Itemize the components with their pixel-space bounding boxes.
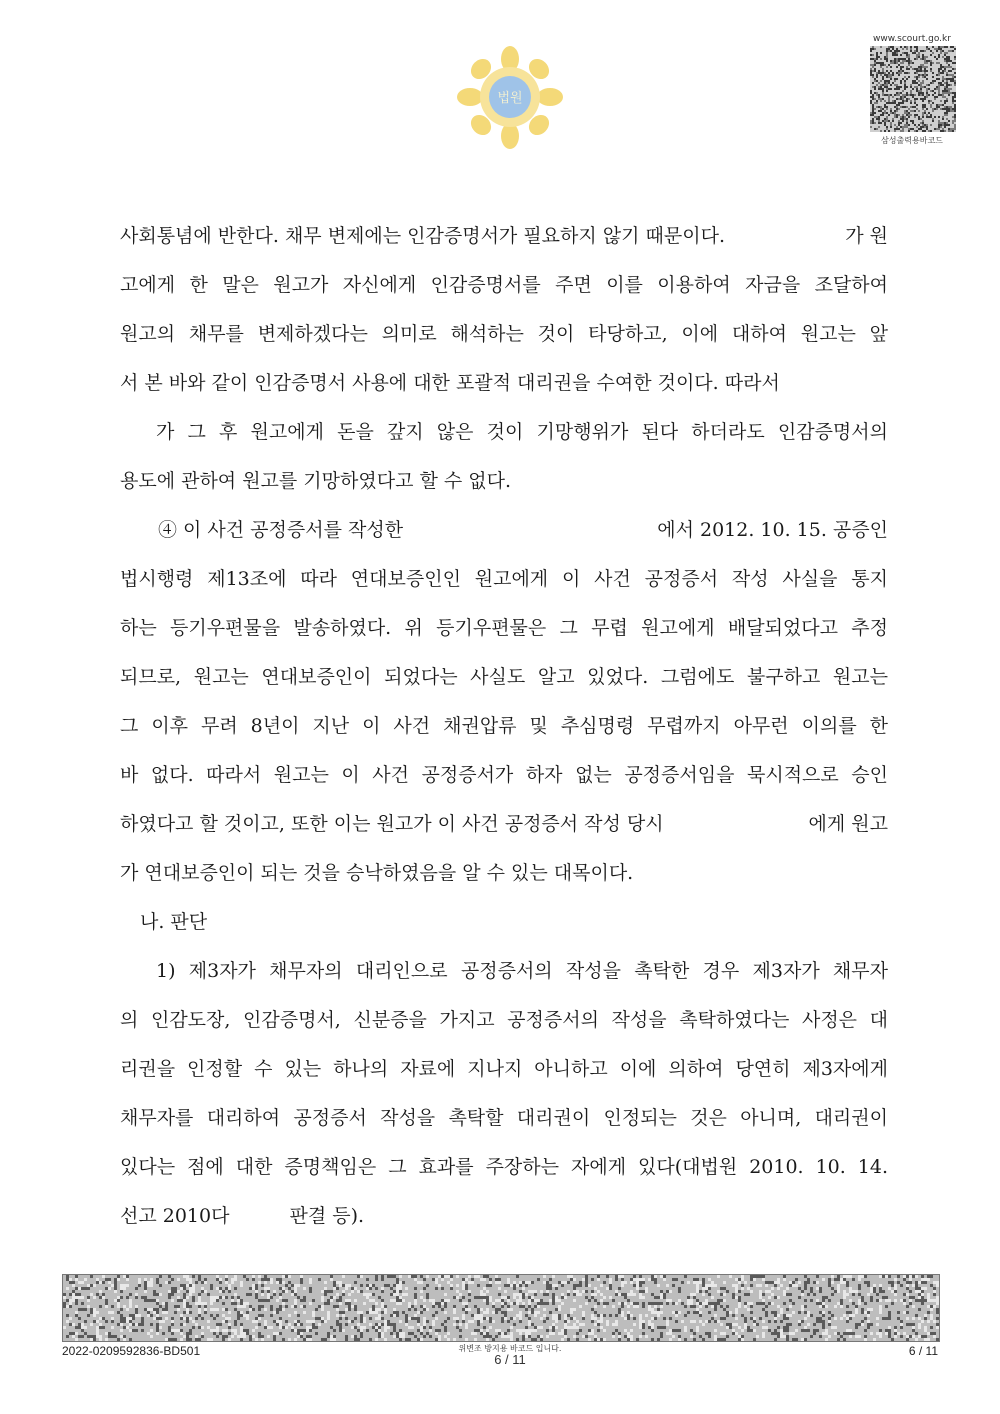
text-line: 하는 등기우편물을 발송하였다. 위 등기우편물은 그 무렵 원고에게 배달되었다고 추정 — [120, 617, 888, 639]
text-line: 하였다고 할 것이고, 또한 이는 원고가 이 사건 공정증서 작성 당시 에게 원고 — [120, 813, 888, 835]
text-line: 1) 제3자가 채무자의 대리인으로 공정증서의 작성을 촉탁한 경우 제3자가 채무자 — [156, 960, 888, 982]
document-body — [120, 212, 888, 1241]
text-line: 가 그 후 원고에게 돈을 갚지 않은 것이 기망행위가 된다 하더라도 인감증명서의 — [156, 421, 888, 443]
text-line: 법시행령 제13조에 따라 연대보증인인 원고에게 이 사건 공정증서 작성 사실을 통지 — [120, 568, 888, 590]
text-line: 선고 2010다 판결 등). — [120, 1205, 365, 1227]
text-line: 고에게 한 말은 원고가 자신에게 인감증명서를 주면 이를 이용하여 자금을 조달하여 — [120, 274, 888, 296]
text-line: 채무자를 대리하여 공정증서 작성을 촉탁할 대리권이 인정되는 것은 아니며, 대리권이 — [120, 1107, 888, 1129]
text-line: 가 연대보증인이 되는 것을 승낙하였음을 알 수 있는 대목이다. — [120, 862, 634, 884]
text-line: 바 없다. 따라서 원고는 이 사건 공정증서가 하자 없는 공정증서임을 묵시적으로 승인 — [120, 764, 888, 786]
anti-forgery-barcode — [62, 1274, 940, 1342]
qr-code-icon — [870, 46, 956, 132]
page-number-center: 6 / 11 — [494, 1352, 526, 1367]
page-number: 6 / 11 — [908, 1344, 938, 1358]
court-emblem-icon — [455, 45, 565, 150]
section-heading: 나. 판단 — [140, 911, 208, 933]
qr-label: 삼성출력용바코드 — [881, 136, 943, 145]
document-id: 2022-0209592836-BD501 — [62, 1344, 201, 1358]
qr-code-block — [862, 34, 962, 148]
text-line: 있다는 점에 대한 증명책임은 그 효과를 주장하는 자에게 있다(대법원 2010. 10. 14. — [120, 1156, 888, 1178]
text-line: 원고의 채무를 변제하겠다는 의미로 해석하는 것이 타당하고, 이에 대하여 원고는 앞 — [120, 323, 888, 345]
text-line: 용도에 관하여 원고를 기망하였다고 할 수 없다. — [120, 470, 512, 492]
text-line: 서 본 바와 같이 인감증명서 사용에 대한 포괄적 대리권을 수여한 것이다. 따라서 — [120, 372, 780, 394]
barcode-note: 위변조 방지용 바코드 입니다. — [458, 1344, 562, 1353]
text-line: 사회통념에 반한다. 채무 변제에는 인감증명서가 필요하지 않기 때문이다. 가 원 — [120, 225, 888, 247]
emblem-text: 법원 — [497, 91, 523, 106]
court-emblem — [455, 45, 565, 150]
text-line: ④ 이 사건 공정증서를 작성한 에서 2012. 10. 15. 공증인 — [158, 519, 888, 541]
text-line: 의 인감도장, 인감증명서, 신분증을 가지고 공정증서의 작성을 촉탁하였다는 사정은 대 — [120, 1009, 888, 1031]
text-line: 그 이후 무려 8년이 지난 이 사건 채권압류 및 추심명령 무렵까지 아무런 이의를 한 — [120, 715, 888, 737]
text-line: 리권을 인정할 수 있는 하나의 자료에 지나지 아니하고 이에 의하여 당연히 제3자에게 — [120, 1058, 888, 1080]
qr-url: www.scourt.go.kr — [873, 34, 951, 44]
text-line: 되므로, 원고는 연대보증인이 되었다는 사실도 알고 있었다. 그럼에도 불구하고 원고는 — [120, 666, 888, 688]
